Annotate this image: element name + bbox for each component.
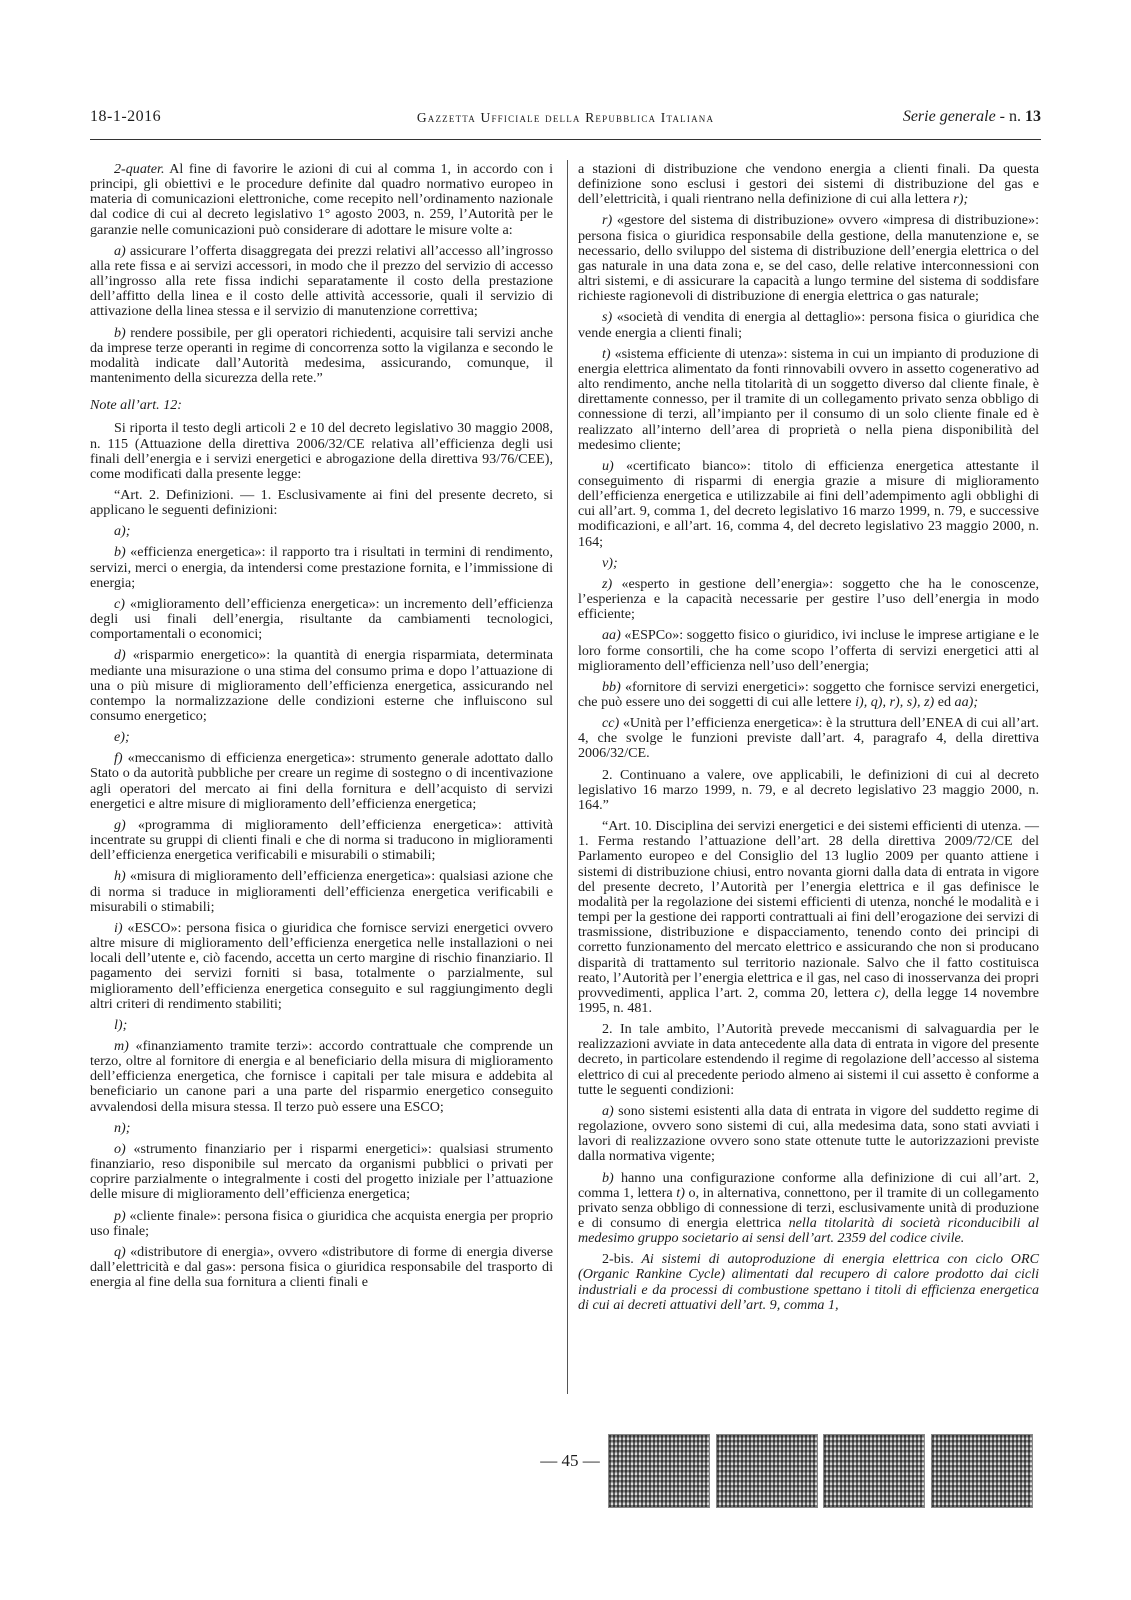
definition-label: h) [114,868,126,885]
definition-i [90,921,553,1012]
definition-s [578,310,1039,340]
definition-text: «ESCO»: persona fisica o giuridica che fornisce servizi energetici ovvero altre misure di miglioramento dell’efficienza energetica nelle installazioni o nei locali dell’utente e, ciò facendo, accetta un certo margine di rischio finanziario. Il pagamento dei servizi forniti si basa, totalmente o parzialmente, sul miglioramento dell’efficienza energetica conseguito e sul raggiungimento degli altri criteri di rendimento stabiliti; [90,919,553,1012]
condition-text: sono sistemi esistenti alla data di entrata in vigore del suddetto regime di regolazione, ovvero sono sistemi di cui, alla medesima data, sono stati avviati i lavori di realizzazione ovvero sono state ottenute tutte le autorizzazioni previste dalla normativa vigente; [578,1102,1039,1165]
series-separator: - n. [995,108,1025,125]
definition-label: r) [602,212,613,229]
definition-h [90,869,553,914]
definition-label: g) [114,816,126,833]
definition-label: q) [114,1243,126,1260]
item-label: a) [114,242,126,259]
right-column [578,162,1039,1319]
article-text-end: della legge 14 novembre 1995, n. 481. [578,984,1040,1016]
definition-aa [578,628,1039,673]
art-2-paragraph-2: 2. Continuano a valere, ove applicabili, le definizioni di cui al decreto legislativo 16 marzo 1999, n. 79, e al decreto legislativo 23 maggio 2000, n. 164.” [578,766,1039,813]
gazette-title: Gazzetta Ufficiale della Repubblica Italiana [416,110,715,125]
condition-a [578,1104,1039,1165]
definition-u [578,459,1039,550]
paragraph-text: Al fine di favorire le azioni di cui al comma 1, in accordo con i principi, gli obiettivi e le procedure definite dal quadro normativo europeo in materia di comunicazioni elettroniche, come recepito nell’ordinamento nazionale dal codice di cui al decreto legislativo 1° agosto 2003, n. 259, l’Autorità per le garanzie nelle comunicazioni può considerare di adottare le misure volte a: [90,161,553,238]
definition-p [90,1209,553,1239]
article-text: “Art. 10. Disciplina dei servizi energetici e dei sistemi efficienti di utenza. — 1. Ferma restando l’attuazione dell’art. 28 della direttiva 2009/72/CE del Parlamento europeo e del Consiglio del 13 luglio 2009 per quanto attiene i sistemi di distribuzione chiusi, entro novanta giorni dalla data di entrata in vigore del presente decreto, l’Autorità per l’energia elettrica e il gas definisce le modalità per la regolazione dei sistemi efficienti di utenza, nonché le modalità e i tempi per la gestione dei rapporti contrattuali ai fini dell’erogazione dei servizi di trasmissione, distribuzione e dispacciamento, tenendo conto dei principi di corretto funzionamento del mercato elettrico e assicurando che non si producano disparità di trattamento sul territorio nazionale. Salvo che il fatto costituisca reato, l’Autorità per l’energia elettrica e il gas, nel caso di inosservanza dei propri provvedimenti, applica l’art. 2, comma 20, lettera [578,818,1039,1001]
letter-reference: aa); [954,694,979,710]
definition-q [90,1245,553,1290]
definition-text: «misura di miglioramento dell’efficienza energetica»: qualsiasi azione che di norma si traduce in miglioramenti dell’efficienza energetica verificabili e misurabili o stimabili; [90,868,553,915]
definition-text: «meccanismo di efficienza energetica»: strumento generale adottato dallo Stato o da autorità pubbliche per creare un regime di sostegno o di incentivazione agli operatori del mercato ai fini della fornitura e dell’acquisto di servizi energetici e altre misure di miglioramento dell’efficienza energetica; [90,750,553,812]
definition-text: «strumento finanziario per i risparmi energetici»: qualsiasi strumento finanziario, reso disponibile sul mercato da organismi pubblici o privati per coprire parzialmente o integralmente i costi del progetto iniziale per l’attuazione delle misure di miglioramento dell’efficienza energetica; [90,1140,553,1203]
condition-label: b) [602,1169,614,1186]
letter-reference: t) [676,1184,685,1201]
definition-label: bb) [602,678,621,695]
definition-label: s) [602,309,613,326]
definition-n: n); [114,1119,131,1136]
paragraph-label: 2-quater. [114,161,165,177]
definition-text: «sistema efficiente di utenza»: sistema in cui un impianto di produzione di energia elettrica alimentato da fonti rinnovabili ovvero in assetto cogenerativo ad alto rendimento, anche nella titolarità di un soggetto diverso dal cliente finale, è direttamente connesso, per il tramite di un collegamento privato senza obbligo di connessione di terzi, all’impianto per il consumo di un solo cliente finale ed è realizzato all’interno dell’area di proprietà o nella piena disponibilità del medesimo cliente; [578,345,1039,453]
series-label: Serie generale [902,108,996,125]
definition-label: c) [114,595,125,612]
letter-reference: c), [874,984,889,1001]
datamatrix-code-3 [823,1434,925,1508]
definition-g [90,818,553,863]
amended-text: nella titolarità di società riconducibili al medesimo gruppo societario ai sensi dell’art. 2359 del codice civile. [578,1215,1039,1247]
definition-text: «ESPCo»: soggetto fisico o giuridico, ivi incluse le imprese artigiane e le loro forme consortili, che ha come scopo l’offerta di servizi energetici atti al miglioramento dell’efficienza nell’uso dell’energia; [578,627,1039,674]
letter-reference: r); [953,191,969,208]
issue-number: 13 [1025,108,1041,125]
definition-text: «finanziamento tramite terzi»: accordo contrattuale che comprende un terzo, oltre al fornitore di energia e al beneficiario della misura di miglioramento dell’efficienza energetica, che fornisce i capitali per tale misura e addebita al beneficiario un canone pari a una parte del risparmio energetico conseguito avvalendosi della misura stessa. Il terzo può essere una ESCO; [90,1037,553,1115]
paragraph-label: 2-bis. [602,1251,634,1268]
datamatrix-code-1 [608,1434,710,1508]
definition-text: «Unità per l’efficienza energetica»: è la struttura dell’ENEA di cui all’art. 4, che svolge le funzioni previste dall’art. 4, paragrafo 4, della direttiva 2006/32/CE. [578,715,1039,762]
definition-z [578,577,1039,622]
definition-text: «società di vendita di energia al dettaglio»: persona fisica o giuridica che vende energia a clienti finali; [578,309,1039,341]
definition-text: «distributore di energia», ovvero «distributore di forme di energia diverse dall’elettricità e dal gas»: persona fisica o giuridica responsabile del trasporto di energia al fine della sua fornitura a clienti finali e [90,1243,553,1291]
definition-o [90,1142,553,1203]
notes-heading: Note all’art. 12: [90,397,182,414]
definition-label: t) [602,345,611,362]
definition-text: «miglioramento dell’efficienza energetica»: un incremento dell’efficienza degli usi finali dell’energia, risultante da cambiamenti tecnologici, comportamentali o economici; [90,595,553,643]
condition-b [578,1171,1039,1247]
column-divider [567,160,568,1394]
definition-cc [578,716,1039,761]
art-2-heading: “Art. 2. Definizioni. — 1. Esclusivamente ai fini del presente decreto, si applicano le seguenti definizioni: [90,486,553,519]
definition-label: o) [114,1140,126,1157]
item-text: rendere possibile, per gli operatori richiedenti, acquisire tali servizi anche da imprese terze operanti in regime di concorrenza sotto la vigilanza e secondo le modalità indicate dall’Autorità medesima, assicurando, comunque, il mantenimento della sicurezza della rete.” [90,324,553,387]
definition-r [578,213,1039,304]
definition-t [578,347,1039,453]
definition-l: l); [114,1016,128,1033]
definition-text: «fornitore di servizi energetici»: soggetto che fornisce servizi energetici, che può essere uno dei soggetti di cui alle lettere [578,678,1039,710]
definition-e: e); [114,729,130,746]
definition-text: «programma di miglioramento dell’efficienza energetica»: attività incentrate su gruppi di clienti finali e che di norma si traducono in miglioramenti dell’efficienza energetica verificabili e misurabili o stimabili; [90,816,553,864]
art-10-paragraph-2: 2. In tale ambito, l’Autorità prevede meccanismi di salvaguardia per le realizzazioni avviate in data antecedente alla data di entrata in vigore del presente decreto, in particolare estendendo il regime di regolazione dell’accesso al sistema elettrico di cui al precedente periodo almeno ai sistemi il cui assetto è conforme a tutte le seguenti condizioni: [578,1021,1039,1098]
definition-text: «esperto in gestione dell’energia»: soggetto che ha le conoscenze, l’esperienza e la capacità necessarie per gestire l’uso dell’energia in modo efficiente; [578,575,1039,623]
definition-m [90,1039,553,1115]
item-a [90,244,553,320]
definition-label: aa) [602,627,621,644]
item-label: b) [114,324,126,341]
definition-label: i) [114,919,123,936]
datamatrix-code-2 [716,1434,818,1508]
datamatrix-code-4 [931,1434,1033,1508]
condition-label: a) [602,1102,614,1119]
page-header [90,108,1041,134]
issue-date: 18-1-2016 [90,108,162,125]
definition-text: «gestore del sistema di distribuzione» ovvero «impresa di distribuzione»: persona fisica o giuridica responsabile della gestione, della manutenzione e, se necessario, dello sviluppo del sistema di distribuzione dell’energia elettrica o del gas naturale in una data zona e, se del caso, delle relative interconnessioni con altri sistemi, e di assicurare la capacità a lungo termine del sistema di soddisfare richieste ragionevoli di distribuzione di energia elettrica o gas naturale; [578,212,1039,305]
header-rule [90,139,1041,140]
definition-text: «cliente finale»: persona fisica o giuridica che acquista energia per proprio uso finale; [90,1207,553,1239]
definition-f [90,751,553,812]
item-b [90,326,553,387]
notes-intro: Si riporta il testo degli articoli 2 e 10 del decreto legislativo 30 maggio 2008, n. 115 (Attuazione della direttiva 2006/32/CE relativa all’efficienza degli usi finali dell’energia e i servizi energetici e abrogazione della direttiva 93/76/CEE), come modificati dalla presente legge: [90,420,553,482]
amended-text: Ai sistemi di autoproduzione di energia elettrica con ciclo ORC (Organic Rankine Cycle) alimentati dal recupero di calore prodotto dai cicli industriali e da processi di combustione spettano i titoli di efficienza energetica di cui ai decreti attuativi dell’art. 9, comma 1, [578,1251,1039,1313]
definition-text: «risparmio energetico»: la quantità di energia risparmiata, determinata mediante una misurazione o una stima del consumo prima e dopo l’attuazione di una o più misure di miglioramento dell’efficienza energetica, assicurando nel contempo la normalizzazione delle condizioni esterne che influiscono sul consumo energetico; [90,647,553,724]
definition-text: «efficienza energetica»: il rapporto tra i risultati in termini di rendimento, servizi, merci o energia, da intendersi come prestazione fornita, e l’immissione di energia; [90,544,553,591]
definition-label: f) [114,750,123,767]
definition-text-joiner: ed [934,694,955,710]
continuation-text: a stazioni di distribuzione che vendono energia a clienti finali. Da questa definizione sono esclusi i gestori dei sistemi di distribuzione del gas e dell’elettricità, i quali rientrano nella definizione di cui alla lettera [578,161,1039,208]
definition-label: p) [114,1207,126,1224]
definition-b [90,545,553,590]
definition-bb [578,680,1039,710]
definition-label: d) [114,647,126,664]
letter-references: i), q), r), s), z) [855,694,935,710]
definition-label: cc) [602,715,620,732]
definition-label: u) [602,457,614,474]
paragraph-2-bis [578,1252,1039,1313]
definition-text: «certificato bianco»: titolo di efficienza energetica attestante il conseguimento di risparmi di energia grazie a misure di miglioramento dell’efficienza energetica e utilizzabile ai fini dell’adempimento agli obblighi di cui all’art. 9, comma 1, del decreto legislativo 16 marzo 1999, n. 79, e successive modificazioni, e all’art. 16, comma 4, del decreto legislativo 23 maggio 2000, n. 164; [578,457,1039,550]
condition-text: hanno una configurazione conforme alla definizione di cui all’art. 2, comma 1, lettera [578,1169,1039,1201]
definition-c [90,597,553,642]
left-column [90,162,553,1296]
definition-q-continued [578,162,1039,207]
definition-v: v); [602,554,618,571]
definition-label: b) [114,544,126,561]
definition-a: a); [114,523,131,540]
definition-label: z) [602,575,613,592]
condition-text-cont: o, in alternativa, connettono, per il tramite di un collegamento privato senza obbligo di connessione di terzi, esclusivamente unità di produzione e di consumo di energia elettrica [578,1184,1039,1231]
item-text: assicurare l’offerta disaggregata dei prezzi relativi all’accesso all’ingrosso alla rete fissa e ai servizi accessori, in modo che il prezzo del servizio di accesso all’ingrosso alla rete fissa indichi separatamente il costo della prestazione dell’affitto della linea e il costo delle attività accessorie, quali il servizio di attivazione della linea stessa e il servizio di manutenzione correttiva; [90,242,553,320]
paragraph-2-quater [90,162,553,238]
art-10-paragraph-1 [578,819,1039,1016]
page-number: — 45 — [540,1451,600,1470]
definition-label: m) [114,1037,129,1054]
series-info [903,108,1041,126]
definition-d [90,648,553,724]
